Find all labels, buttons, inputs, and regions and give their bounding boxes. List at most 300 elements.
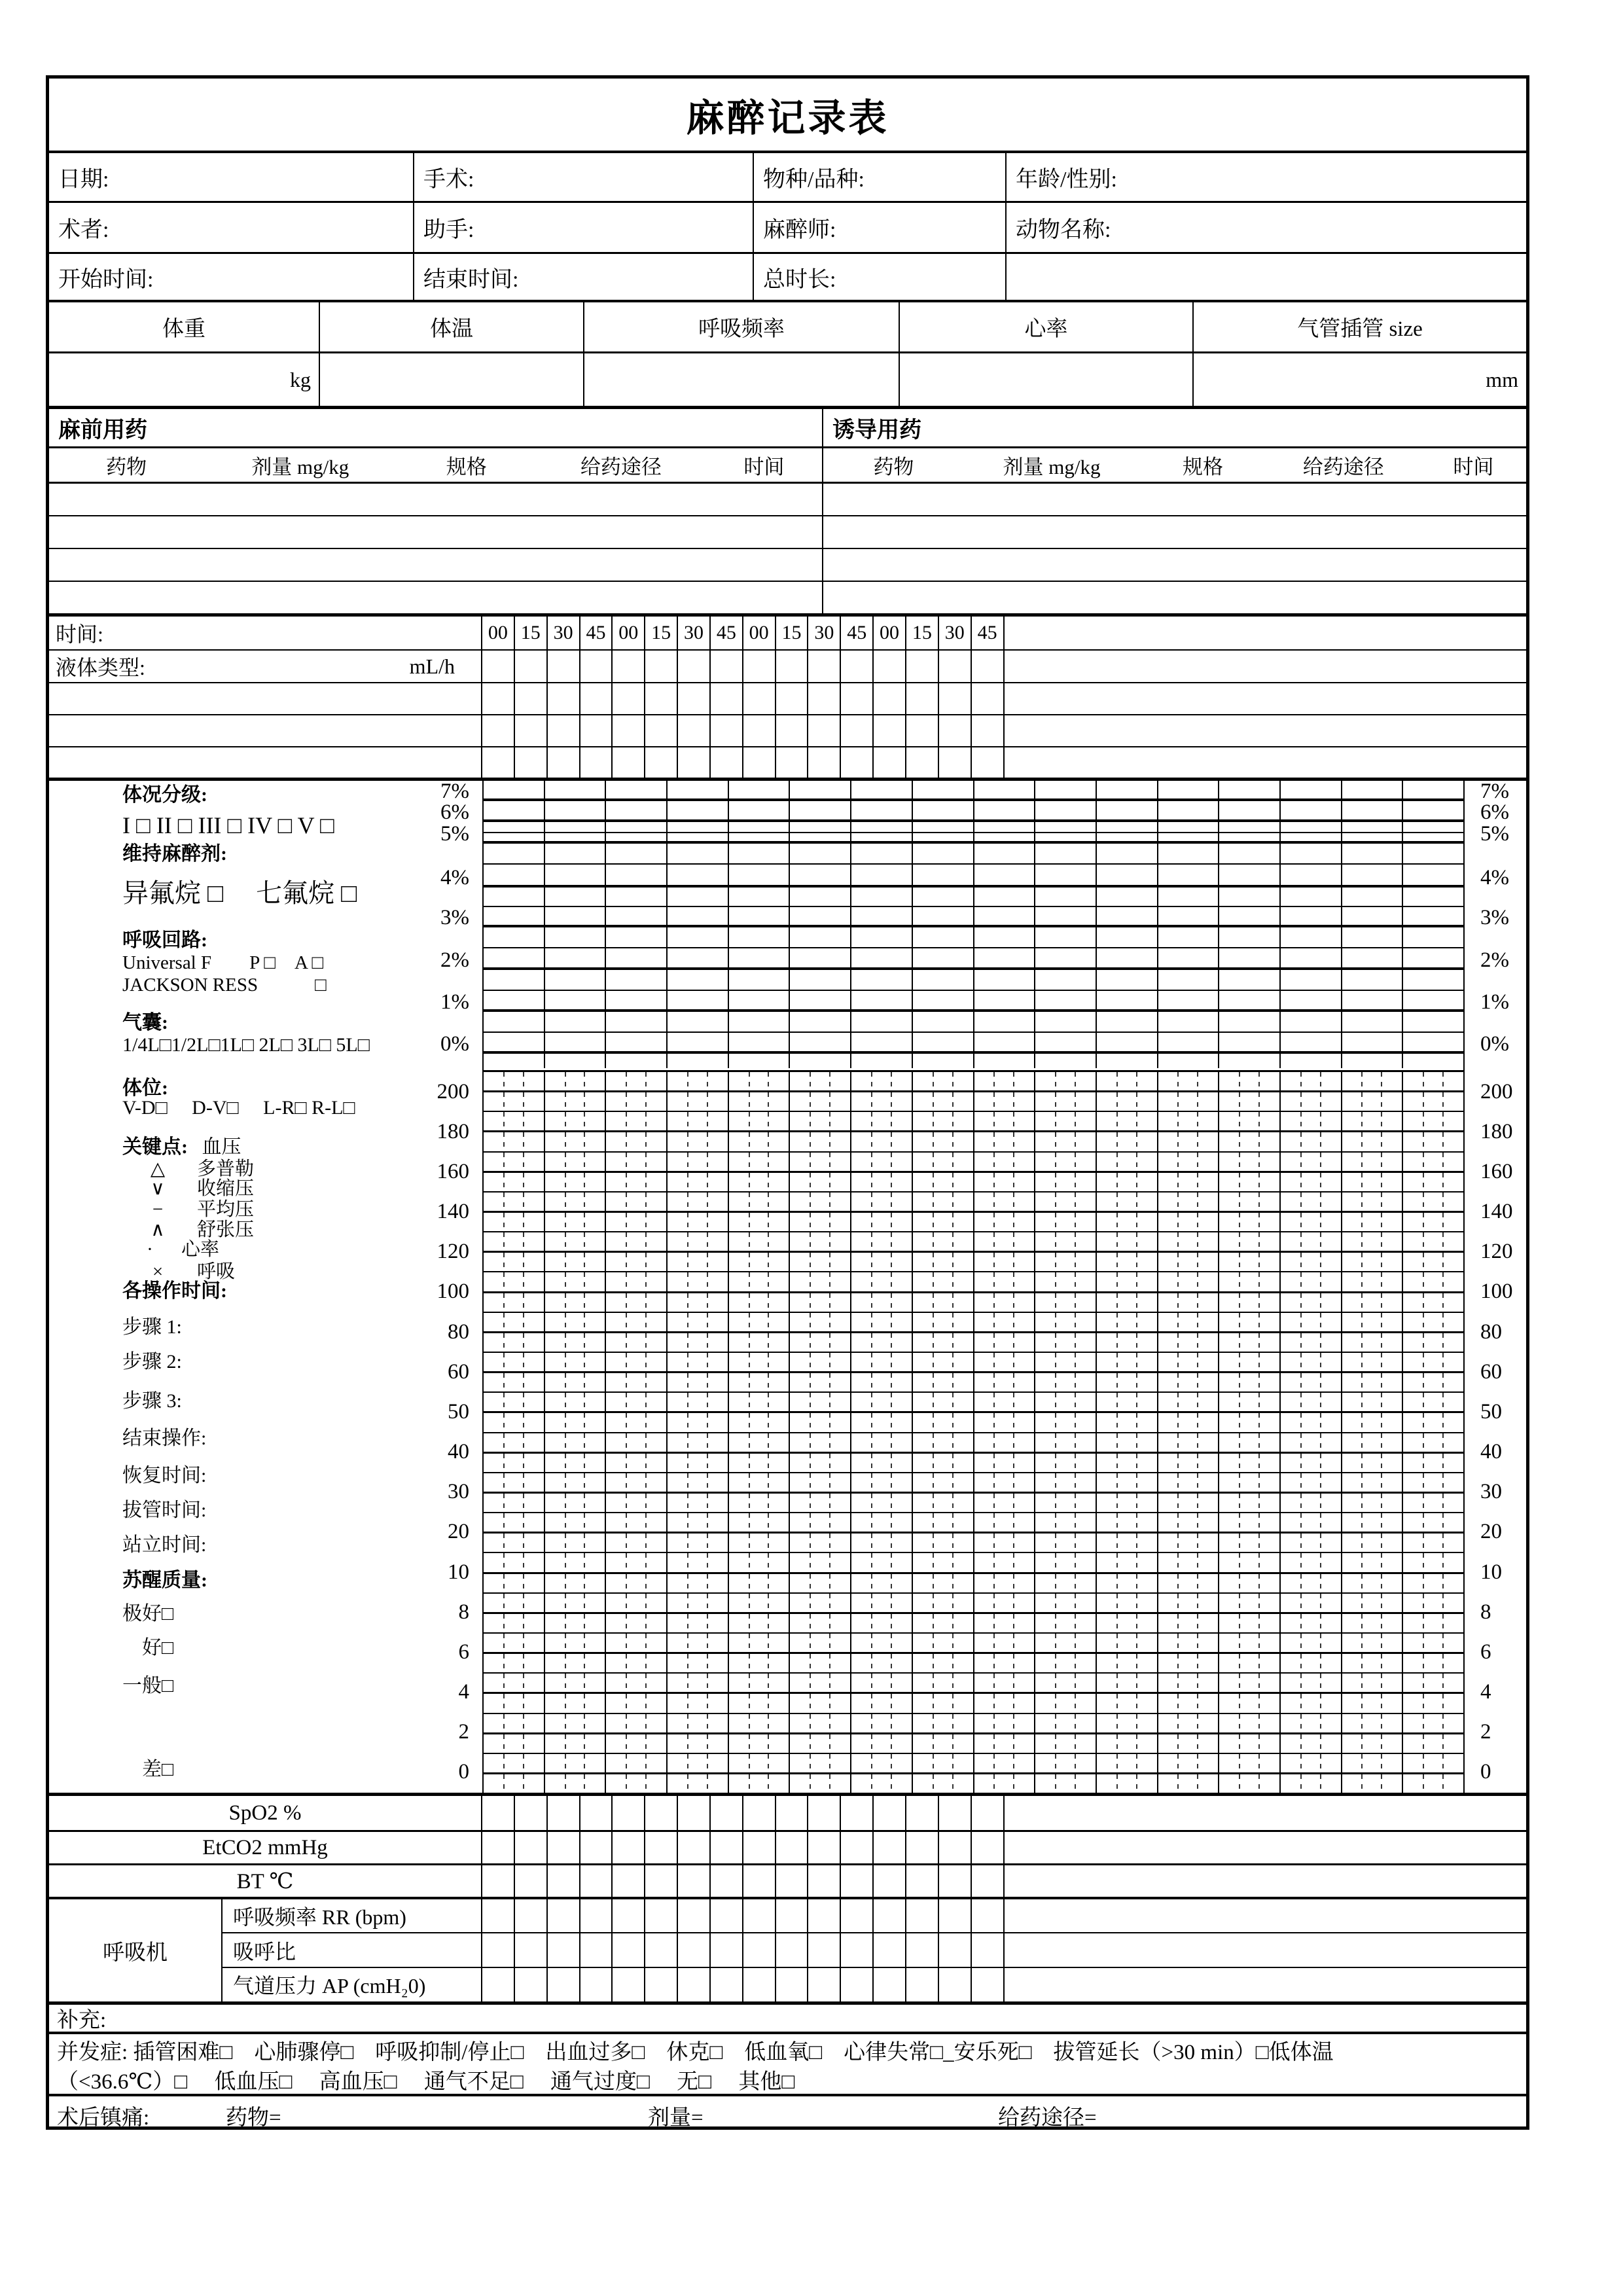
chart-grid-cell[interactable] [484,1092,545,1111]
chart-grid-cell[interactable] [790,1654,851,1672]
chart-grid-cell[interactable] [1403,1473,1463,1492]
chart-grid-cell[interactable] [1035,1012,1097,1031]
chart-grid-cell[interactable] [606,833,668,841]
chart-grid-cell[interactable] [974,1473,1036,1492]
grid-entry-cell[interactable] [841,683,874,714]
time-extra-cell[interactable] [1005,617,1527,649]
recovery-good-checkbox[interactable]: 好□ [142,1637,174,1659]
chart-grid-cell[interactable] [484,1714,545,1732]
chart-grid-cell[interactable] [851,1072,913,1090]
grid-entry-cell[interactable] [548,1968,580,2001]
chart-grid-cell[interactable] [974,1333,1036,1352]
chart-grid-cell[interactable] [1158,781,1220,798]
chart-grid-cell[interactable] [484,1774,545,1793]
chart-grid-cell[interactable] [545,1033,607,1051]
chart-grid-cell[interactable] [729,1574,791,1592]
chart-grid-cell[interactable] [668,1734,729,1753]
chart-grid-cell[interactable] [851,1634,913,1652]
chart-grid-cell[interactable] [1403,844,1463,863]
chart-grid-cell[interactable] [1158,970,1220,990]
chart-grid-cell[interactable] [484,844,545,863]
chart-grid-cell[interactable] [913,1072,974,1090]
chart-grid-cell[interactable] [1035,1054,1097,1068]
chart-grid-cell[interactable] [1403,927,1463,947]
chart-grid-cell[interactable] [606,1393,668,1411]
grid-entry-cell[interactable] [613,651,645,682]
chart-grid-cell[interactable] [851,1012,913,1031]
chart-grid-cell[interactable] [974,1574,1036,1592]
grid-entry-cell[interactable] [906,1796,939,1830]
age-sex-field[interactable]: 年龄/性别: [1016,168,1117,192]
chart-grid-cell[interactable] [1035,1293,1097,1312]
chart-grid-cell[interactable] [790,1553,851,1571]
chart-grid-cell[interactable] [974,948,1036,967]
chart-grid-cell[interactable] [1035,1313,1097,1331]
chart-grid-cell[interactable] [1097,822,1158,832]
info-empty-cell[interactable] [1007,254,1526,300]
grid-entry-cell[interactable] [841,1968,874,2001]
chart-grid-cell[interactable] [1403,1112,1463,1130]
chart-grid-cell[interactable] [913,1272,974,1291]
grid-entry-cell[interactable] [548,651,580,682]
chart-grid-cell[interactable] [1158,1213,1220,1231]
grid-entry-cell[interactable] [939,1832,972,1863]
chart-grid-cell[interactable] [545,1694,607,1712]
chart-grid-cell[interactable] [1219,822,1281,832]
grid-entry-cell[interactable] [711,1865,743,1897]
chart-grid-cell[interactable] [913,1092,974,1111]
end-op-field[interactable]: 结束操作: [122,1427,207,1449]
chart-grid-cell[interactable] [668,1494,729,1512]
chart-grid-cell[interactable] [913,801,974,819]
chart-grid-cell[interactable] [606,1654,668,1672]
chart-grid-cell[interactable] [1097,907,1158,925]
chart-grid-cell[interactable] [913,907,974,925]
chart-grid-cell[interactable] [1403,1553,1463,1571]
chart-grid-cell[interactable] [913,1574,974,1592]
chart-grid-cell[interactable] [974,1594,1036,1612]
chart-grid-cell[interactable] [790,1054,851,1068]
grid-entry-cell[interactable] [874,1832,906,1863]
chart-grid-cell[interactable] [1342,801,1404,819]
chart-grid-cell[interactable] [974,1454,1036,1472]
supplement-row[interactable] [49,2005,1526,2034]
chart-grid-cell[interactable] [913,1454,974,1472]
chart-grid-cell[interactable] [1281,907,1342,925]
chart-grid-cell[interactable] [1219,1634,1281,1652]
grid-entry-cell[interactable] [972,1865,1005,1897]
grid-entry-cell[interactable] [808,683,841,714]
chart-grid-cell[interactable] [790,1473,851,1492]
chart-grid-cell[interactable] [1097,1112,1158,1130]
chart-grid-cell[interactable] [606,1473,668,1492]
chart-grid-cell[interactable] [668,865,729,885]
chart-grid-cell[interactable] [606,1132,668,1151]
chart-grid-cell[interactable] [1219,1674,1281,1692]
grid-entry-cell[interactable] [808,715,841,746]
chart-grid-cell[interactable] [1342,1132,1404,1151]
chart-grid-cell[interactable] [668,1072,729,1090]
chart-grid-cell[interactable] [974,1674,1036,1692]
chart-grid-cell[interactable] [1158,1012,1220,1031]
grid-entry-cell[interactable] [482,1899,515,1932]
chart-grid-cell[interactable] [545,1574,607,1592]
chart-grid-cell[interactable] [1097,1614,1158,1632]
grid-entry-cell[interactable] [482,1933,515,1966]
chart-grid-cell[interactable] [1219,1373,1281,1391]
grid-entry-cell[interactable] [776,1796,809,1830]
chart-grid-cell[interactable] [1342,907,1404,925]
et-tube-size-value-cell[interactable]: mm [1486,367,1518,391]
chart-grid-cell[interactable] [1403,1153,1463,1171]
time-slot-cell[interactable] [711,617,743,649]
grid-entry-cell[interactable] [972,1832,1005,1863]
chart-grid-cell[interactable] [974,1012,1036,1031]
heart-rate-value-cell[interactable] [900,353,1194,406]
chart-grid-cell[interactable] [1035,1494,1097,1512]
grid-entry-cell[interactable] [841,1865,874,1897]
chart-grid-cell[interactable] [851,1153,913,1171]
chart-grid-cell[interactable] [913,1634,974,1652]
grid-entry-cell[interactable] [906,683,939,714]
chart-grid-cell[interactable] [1403,1313,1463,1331]
grid-entry-cell[interactable] [841,747,874,778]
chart-grid-cell[interactable] [484,1413,545,1431]
chart-grid-cell[interactable] [1158,991,1220,1009]
chart-grid-cell[interactable] [484,1112,545,1130]
chart-grid-cell[interactable] [729,1473,791,1492]
fluid-extra-cell[interactable] [1005,651,1527,682]
chart-grid-cell[interactable] [913,1193,974,1211]
chart-grid-cell[interactable] [1342,833,1404,841]
maintenance-checkboxes[interactable]: 异氟烷 □ 七氟烷 □ [122,878,357,908]
grid-entry-cell[interactable] [874,1968,906,2001]
chart-grid-cell[interactable] [668,1173,729,1191]
grid-entry-cell[interactable] [678,1796,711,1830]
chart-grid-cell[interactable] [729,1132,791,1151]
chart-grid-cell[interactable] [974,1092,1036,1111]
surgeon-field[interactable]: 术者: [49,203,414,252]
grid-entry-cell[interactable] [548,683,580,714]
grid-entry-cell[interactable] [776,651,809,682]
grid-entry-cell[interactable] [776,683,809,714]
chart-grid-cell[interactable] [1281,1272,1342,1291]
chart-grid-cell[interactable] [1097,1594,1158,1612]
chart-grid-cell[interactable] [1219,1413,1281,1431]
grid-entry-cell[interactable] [939,651,972,682]
grid-entry-cell[interactable] [808,1865,841,1897]
chart-grid-cell[interactable] [1035,1433,1097,1452]
chart-grid-cell[interactable] [484,1734,545,1753]
chart-grid-cell[interactable] [1035,888,1097,906]
chart-grid-cell[interactable] [606,1534,668,1552]
time-slot-cell[interactable] [906,617,939,649]
chart-grid-cell[interactable] [606,1634,668,1652]
chart-grid-cell[interactable] [606,1313,668,1331]
grid-entry-cell[interactable] [874,1899,906,1932]
chart-grid-cell[interactable] [545,1634,607,1652]
chart-grid-cell[interactable] [851,801,913,819]
chart-grid-cell[interactable] [974,1694,1036,1712]
chart-grid-cell[interactable] [1035,1072,1097,1090]
chart-grid-cell[interactable] [1219,1454,1281,1472]
chart-grid-cell[interactable] [484,948,545,967]
grid-entry-cell[interactable] [548,715,580,746]
chart-grid-cell[interactable] [1403,865,1463,885]
chart-grid-cell[interactable] [913,1112,974,1130]
chart-grid-cell[interactable] [1158,1534,1220,1552]
chart-grid-cell[interactable] [668,1033,729,1051]
chart-grid-cell[interactable] [1342,1012,1404,1031]
chart-grid-cell[interactable] [790,833,851,841]
chart-grid-cell[interactable] [790,1232,851,1251]
chart-grid-cell[interactable] [974,1173,1036,1191]
chart-grid-cell[interactable] [606,1754,668,1772]
chart-grid-cell[interactable] [1281,822,1342,832]
grid-entry-cell[interactable] [482,683,515,714]
chart-grid-cell[interactable] [606,1293,668,1312]
chart-grid-cell[interactable] [729,888,791,906]
chart-grid-cell[interactable] [668,1574,729,1592]
bag-checkboxes[interactable]: 1/4L□1/2L□1L□ 2L□ 3L□ 5L□ [122,1034,370,1056]
chart-grid-cell[interactable] [729,1313,791,1331]
chart-grid-cell[interactable] [790,801,851,819]
chart-grid-cell[interactable] [974,844,1036,863]
chart-grid-cell[interactable] [729,1033,791,1051]
chart-grid-cell[interactable] [1342,1473,1404,1492]
chart-grid-cell[interactable] [545,1393,607,1411]
chart-grid-cell[interactable] [606,1173,668,1191]
chart-grid-cell[interactable] [484,1614,545,1632]
chart-grid-cell[interactable] [974,1153,1036,1171]
chart-grid-cell[interactable] [1219,1774,1281,1793]
chart-grid-cell[interactable] [545,1774,607,1793]
chart-grid-cell[interactable] [851,1714,913,1732]
induction-entry-cell[interactable] [823,549,1526,581]
chart-grid-cell[interactable] [1035,822,1097,832]
chart-grid-cell[interactable] [668,1433,729,1452]
chart-grid-cell[interactable] [1035,1253,1097,1271]
chart-grid-cell[interactable] [1281,1033,1342,1051]
grid-entry-cell[interactable] [613,715,645,746]
chart-grid-cell[interactable] [1097,1033,1158,1051]
chart-grid-cell[interactable] [790,907,851,925]
chart-grid-cell[interactable] [851,844,913,863]
chart-grid-cell[interactable] [1281,1012,1342,1031]
grid-entry-cell[interactable] [906,1933,939,1966]
chart-grid-cell[interactable] [668,991,729,1009]
chart-grid-cell[interactable] [1158,1393,1220,1411]
chart-grid-cell[interactable] [913,1734,974,1753]
chart-grid-cell[interactable] [913,1494,974,1512]
chart-grid-cell[interactable] [1097,1553,1158,1571]
chart-grid-cell[interactable] [913,1232,974,1251]
chart-grid-cell[interactable] [1403,1594,1463,1612]
chart-grid-cell[interactable] [1219,1153,1281,1171]
chart-grid-cell[interactable] [1219,1054,1281,1068]
time-slot-cell[interactable] [743,617,776,649]
chart-grid-cell[interactable] [729,927,791,947]
chart-grid-cell[interactable] [1158,1553,1220,1571]
chart-grid-cell[interactable] [1035,1112,1097,1130]
chart-grid-cell[interactable] [1403,1574,1463,1592]
chart-grid-cell[interactable] [1035,1353,1097,1371]
chart-grid-cell[interactable] [851,865,913,885]
time-slot-cell[interactable] [808,617,841,649]
chart-grid-cell[interactable] [1097,1454,1158,1472]
chart-grid-cell[interactable] [545,1433,607,1452]
chart-grid-cell[interactable] [1035,781,1097,798]
chart-grid-cell[interactable] [974,1293,1036,1312]
chart-grid-cell[interactable] [1158,1594,1220,1612]
chart-grid-cell[interactable] [1035,1333,1097,1352]
grid-entry-cell[interactable] [939,747,972,778]
chart-grid-cell[interactable] [668,1594,729,1612]
chart-grid-cell[interactable] [1097,1433,1158,1452]
chart-grid-cell[interactable] [484,1333,545,1352]
chart-grid-cell[interactable] [1219,833,1281,841]
chart-grid-cell[interactable] [484,1454,545,1472]
time-slot-cell[interactable] [515,617,548,649]
chart-grid-cell[interactable] [729,1272,791,1291]
chart-grid-cell[interactable] [1158,888,1220,906]
chart-grid-cell[interactable] [668,1012,729,1031]
chart-grid-cell[interactable] [790,1112,851,1130]
chart-grid-cell[interactable] [1219,1232,1281,1251]
chart-grid-cell[interactable] [668,1454,729,1472]
chart-grid-cell[interactable] [1219,1513,1281,1532]
grid-entry-cell[interactable] [482,715,515,746]
chart-grid-cell[interactable] [851,1353,913,1371]
chart-grid-cell[interactable] [974,1614,1036,1632]
chart-grid-cell[interactable] [913,1654,974,1672]
chart-grid-cell[interactable] [1403,1674,1463,1692]
chart-grid-cell[interactable] [606,1714,668,1732]
grid-entry-cell[interactable] [548,1796,580,1830]
chart-grid-cell[interactable] [1281,1534,1342,1552]
chart-grid-cell[interactable] [1342,1213,1404,1231]
chart-grid-cell[interactable] [913,970,974,990]
chart-grid-cell[interactable] [729,1112,791,1130]
chart-grid-cell[interactable] [1158,1293,1220,1312]
grid-entry-cell[interactable] [972,1796,1005,1830]
chart-grid-cell[interactable] [668,970,729,990]
chart-grid-cell[interactable] [1342,1674,1404,1692]
grid-entry-cell[interactable] [645,683,678,714]
chart-grid-cell[interactable] [668,1513,729,1532]
chart-grid-cell[interactable] [1158,1714,1220,1732]
chart-grid-cell[interactable] [545,1534,607,1552]
grid-entry-cell[interactable] [678,1968,711,2001]
chart-grid-cell[interactable] [1158,1774,1220,1793]
grid-entry-cell[interactable] [743,1865,776,1897]
chart-grid-cell[interactable] [484,1694,545,1712]
chart-grid-cell[interactable] [1403,1072,1463,1090]
chart-grid-cell[interactable] [606,948,668,967]
chart-grid-cell[interactable] [484,1033,545,1051]
chart-grid-cell[interactable] [545,1213,607,1231]
chart-grid-cell[interactable] [1097,801,1158,819]
chart-grid-cell[interactable] [729,1754,791,1772]
chart-grid-cell[interactable] [668,1333,729,1352]
chart-grid-cell[interactable] [1342,927,1404,947]
chart-grid-cell[interactable] [913,1473,974,1492]
chart-grid-cell[interactable] [1219,1253,1281,1271]
chart-grid-cell[interactable] [1097,1674,1158,1692]
chart-grid-cell[interactable] [484,781,545,798]
chart-grid-cell[interactable] [1097,1353,1158,1371]
chart-grid-cell[interactable] [851,1513,913,1532]
start-time-field[interactable]: 开始时间: [49,254,414,300]
chart-grid-cell[interactable] [668,1393,729,1411]
chart-grid-cell[interactable] [974,1534,1036,1552]
chart-grid-cell[interactable] [790,1393,851,1411]
chart-grid-cell[interactable] [545,1754,607,1772]
chart-grid-cell[interactable] [545,1413,607,1431]
time-slot-cell[interactable] [645,617,678,649]
chart-grid-cell[interactable] [1342,1734,1404,1753]
chart-grid-cell[interactable] [1342,1253,1404,1271]
chart-grid-cell[interactable] [668,1112,729,1130]
chart-grid-cell[interactable] [1403,1614,1463,1632]
chart-grid-cell[interactable] [790,970,851,990]
chart-grid-cell[interactable] [1158,1413,1220,1431]
chart-grid-cell[interactable] [790,1213,851,1231]
chart-grid-cell[interactable] [851,1454,913,1472]
chart-grid-cell[interactable] [1097,1494,1158,1512]
chart-grid-cell[interactable] [1158,1734,1220,1753]
chart-grid-cell[interactable] [484,970,545,990]
chart-grid-cell[interactable] [606,1513,668,1532]
chart-grid-cell[interactable] [545,1112,607,1130]
chart-grid-cell[interactable] [1097,1333,1158,1352]
chart-grid-cell[interactable] [974,1213,1036,1231]
end-time-field[interactable]: 结束时间: [414,254,754,300]
chart-grid-cell[interactable] [1219,844,1281,863]
chart-grid-cell[interactable] [790,1173,851,1191]
step3-field[interactable]: 步骤 3: [122,1390,182,1412]
chart-grid-cell[interactable] [1342,1614,1404,1632]
chart-grid-cell[interactable] [1403,1754,1463,1772]
chart-grid-cell[interactable] [729,1153,791,1171]
chart-grid-cell[interactable] [606,1594,668,1612]
chart-grid-cell[interactable] [606,1092,668,1111]
chart-grid-cell[interactable] [851,1574,913,1592]
chart-grid-cell[interactable] [606,1553,668,1571]
grid-entry-cell[interactable] [580,1796,613,1830]
animal-name-field[interactable]: 动物名称: [1016,218,1111,242]
chart-grid-cell[interactable] [913,1754,974,1772]
chart-grid-cell[interactable] [1403,1454,1463,1472]
grid-entry-cell[interactable] [515,715,548,746]
chart-grid-cell[interactable] [1097,970,1158,990]
chart-grid-cell[interactable] [913,1534,974,1552]
chart-grid-cell[interactable] [1158,1054,1220,1068]
chart-grid-cell[interactable] [606,991,668,1009]
chart-grid-cell[interactable] [851,888,913,906]
grid-entry-cell[interactable] [678,651,711,682]
chart-grid-cell[interactable] [913,1253,974,1271]
chart-grid-cell[interactable] [851,948,913,967]
chart-grid-cell[interactable] [668,1534,729,1552]
chart-grid-cell[interactable] [974,1232,1036,1251]
grid-entry-cell[interactable] [776,747,809,778]
circuit-jackson-checkbox[interactable]: JACKSON RESS □ [122,975,327,996]
chart-grid-cell[interactable] [606,1112,668,1130]
chart-grid-cell[interactable] [913,1413,974,1431]
grid-entry-cell[interactable] [580,1968,613,2001]
chart-grid-cell[interactable] [484,1513,545,1532]
